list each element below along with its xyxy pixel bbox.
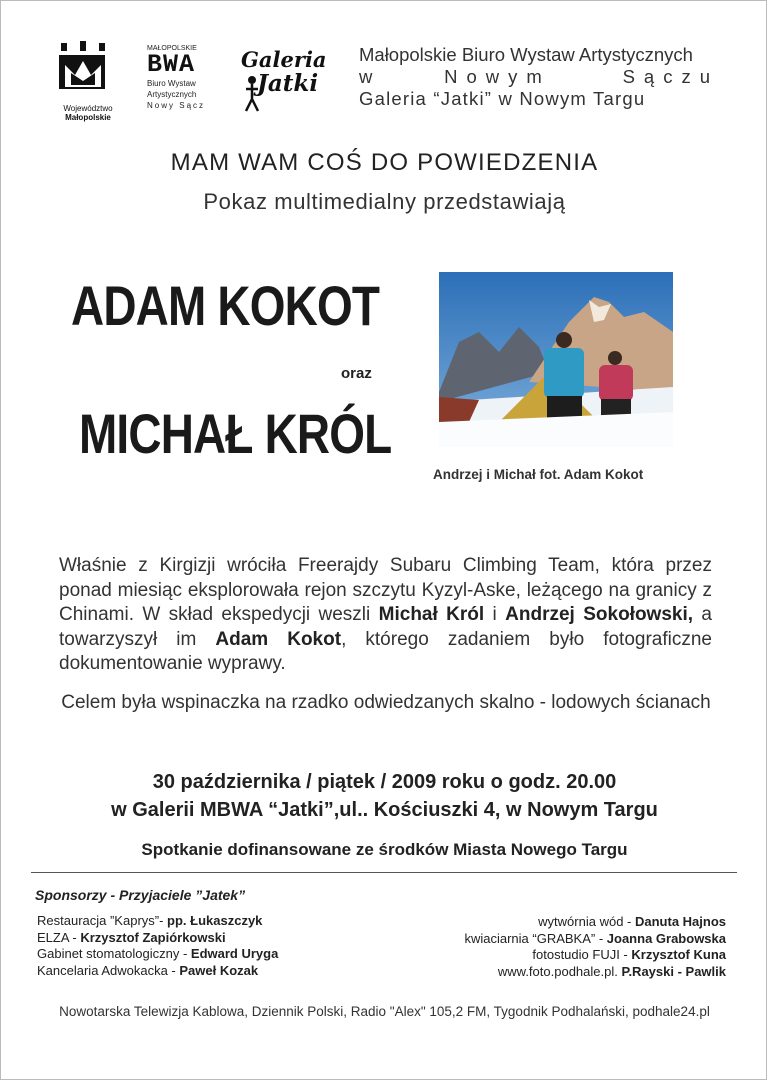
sponsor-name: pp. Łukaszczyk <box>167 913 263 928</box>
description-text: Właśnie z Kirgizji wróciła Freerajdy Subaru Climbing Team, która przez ponad miesiąc eksplorowała rejon szczytu Kyzyl-Aske, leżącego na granicy z Chinami. W skład ekspedycji weszli <box>59 555 712 625</box>
description-paragraph <box>59 554 712 677</box>
goal-paragraph: Celem była wspinaczka na rzadko odwiedzanych skalno - lodowych ścianach <box>61 692 711 713</box>
organizer-line2-word: Nowym <box>444 66 551 87</box>
sponsor-name: Krzysztof Kuna <box>631 947 726 962</box>
bwa-logo <box>147 45 222 111</box>
description-text: a towarzyszył im <box>59 604 712 650</box>
event-date: 30 października / piątek / 2009 roku o godz. 20.00 <box>152 771 617 793</box>
figure-drawing-icon <box>243 75 261 113</box>
sponsor-item <box>37 913 357 930</box>
crown-emblem-icon <box>53 41 113 93</box>
bwa-mark: BWA <box>147 50 196 79</box>
description-text: i <box>484 604 506 625</box>
organizer-block <box>359 44 719 110</box>
sponsor-item <box>386 964 726 981</box>
sponsor-name: Krzysztof Zapiórkowski <box>80 929 226 945</box>
sponsor-name: P.Rayski - Pawlik <box>621 963 726 979</box>
logo-caption-line1: Województwo <box>63 104 113 113</box>
bwa-top-label: MAŁOPOLSKIE <box>147 45 197 52</box>
galeria-jatki-logo <box>241 49 326 117</box>
sponsor-label: Kancelaria Adwokacka - <box>37 962 180 978</box>
sponsor-item <box>386 947 726 964</box>
event-place: w Galerii MBWA “Jatki”,ul.. Kościuszki 4, w Nowym Targu <box>111 799 658 821</box>
sponsor-item <box>386 931 726 948</box>
presenter-name-1: ADAM KOKOT <box>71 274 380 337</box>
organizer-line2-word: w <box>359 66 373 87</box>
sponsors-left-list <box>37 913 357 979</box>
wojewodztwo-logo <box>53 41 123 121</box>
member-name-michal: Michał Król <box>378 604 485 625</box>
sponsor-item <box>37 963 357 980</box>
sponsor-label: kwiaciarnia “GRABKA” - <box>464 930 607 946</box>
sponsor-label: www.foto.podhale.pl. <box>497 963 622 979</box>
sponsor-label: Restauracja ”Kaprys”- <box>37 913 168 928</box>
bwa-line2: Artystycznych <box>147 90 197 99</box>
organizer-line3: Galeria “Jatki” w Nowym Targu <box>359 88 646 109</box>
organizer-line2-word: Sączu <box>622 66 719 87</box>
galeria-logo-word1: Galeria <box>241 47 327 72</box>
headline: MAM WAM COŚ DO POWIEDZENIA <box>170 149 599 176</box>
logo-caption-line2: Małopolskie <box>65 113 111 122</box>
sponsor-name: Paweł Kozak <box>179 962 259 978</box>
sponsor-label: ELZA - <box>37 929 81 945</box>
sponsor-name: Edward Uryga <box>190 946 279 961</box>
organizer-line2 <box>359 66 719 88</box>
sponsor-label: wytwórnia wód - <box>538 914 635 929</box>
funding-note: Spotkanie dofinansowane ze środków Miasta Nowego Targu <box>141 840 628 859</box>
member-name-adam: Adam Kokot <box>215 628 342 650</box>
subheadline: Pokaz multimedialny przedstawiają <box>203 189 566 214</box>
photo-caption: Andrzej i Michał fot. Adam Kokot <box>433 467 644 482</box>
sponsors-right-list <box>386 914 726 980</box>
conjunction: oraz <box>341 365 372 382</box>
expedition-photo <box>439 272 673 447</box>
sponsor-name: Joanna Grabowska <box>606 930 726 946</box>
sponsor-label: Gabinet stomatologiczny - <box>37 946 191 961</box>
sponsor-label: fotostudio FUJI - <box>532 947 632 962</box>
sponsor-item <box>386 914 726 931</box>
divider <box>31 872 737 873</box>
galeria-logo-word2: Jatki <box>257 70 319 97</box>
description-text: , którego zadaniem było fotograficzne dokumentowanie wyprawy. <box>59 628 712 674</box>
bwa-line1: Biuro Wystaw <box>147 79 196 88</box>
sponsors-title: Sponsorzy - Przyjaciele ”Jatek” <box>35 887 246 903</box>
sponsor-item <box>37 930 357 947</box>
member-name-andrzej: Andrzej Sokołowski, <box>505 604 694 625</box>
sponsor-name: Danuta Hajnos <box>634 914 726 929</box>
organizer-line1: Małopolskie Biuro Wystaw Artystycznych <box>359 44 693 65</box>
bwa-line3: Nowy Sącz <box>147 101 206 110</box>
event-details <box>1 768 767 824</box>
sponsor-item <box>37 946 357 963</box>
presenter-name-2: MICHAŁ KRÓL <box>79 402 392 465</box>
media-patrons: Nowotarska Telewizja Kablowa, Dziennik Polski, Radio "Alex" 105,2 FM, Tygodnik Podhalański, podhale24.pl <box>59 1004 710 1019</box>
